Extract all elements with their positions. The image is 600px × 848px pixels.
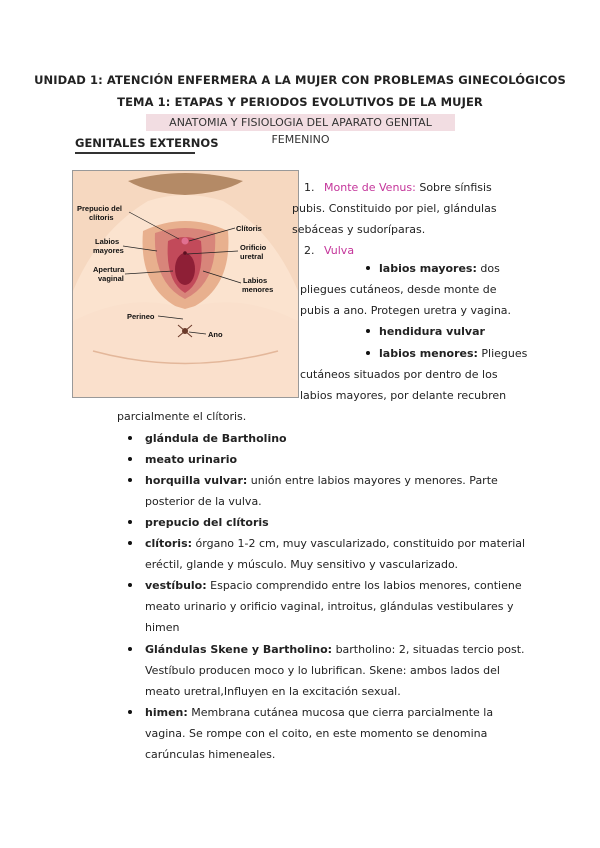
bullet-6-line-1: bartholino: 2, situadas tercio post. [335,643,525,656]
labios-mayores-text: dos [480,262,500,275]
item-1-line-2: pubis. Constituido por piel, glándulas [292,202,497,215]
bullet-dot [128,457,132,461]
label-prepucio-2: clítoris [89,213,114,222]
bullet-5-term: vestíbulo: [145,579,207,592]
bullet-3-term: prepucio del clítoris [145,516,269,529]
bullet-6-term: Glándulas Skene y Bartholino: [145,643,333,656]
bullet-6-line-3: meato uretral,Influyen en la excitación sexual. [145,685,401,698]
bullet-0-term: glándula de Bartholino [145,432,287,445]
label-ano: Ano [208,330,223,339]
hendidura-term: hendidura vulvar [379,325,485,338]
unit-title: UNIDAD 1: ATENCIÓN ENFERMERA A LA MUJER CON PROBLEMAS GINECOLÓGICOS [34,73,566,87]
bullet-dot [128,541,132,545]
bullet-dot [128,647,132,651]
bullet-7-line-1: Membrana cutánea mucosa que cierra parcialmente la [191,706,494,719]
bullet-4-term: clítoris: [145,537,193,550]
bullet-5 [145,575,540,638]
bullet-dot [128,478,132,482]
labios-menores-line-2: cutáneos situados por dentro de los [300,368,498,381]
bullet-5-line-1: Espacio comprendido entre los labios menores, contiene [210,579,522,592]
bullet-2-line-2: posterior de la vulva. [145,495,262,508]
labios-mayores-line-3: pubis a ano. Protegen uretra y vagina. [300,304,512,317]
label-apertura-1: Apertura [93,265,125,274]
bullet-4-line-1: órgano 1-2 cm, muy vascularizado, constituido por material [195,537,526,550]
bullet-4-line-2: eréctil, glande y músculo. Muy sensitivo y vascularizado. [145,558,459,571]
item-1-title: Monte de Venus: [324,181,416,194]
label-prepucio-1: Prepucio del [77,204,123,213]
anatomy-figure [72,170,299,398]
bullet-2-line-1: unión entre labios mayores y menores. Parte [250,474,498,487]
bullet-7-line-3: carúnculas himeneales. [145,748,276,761]
labios-mayores-term: labios mayores: [379,262,477,275]
bullet-dot [128,710,132,714]
labios-menores-term: labios menores: [379,347,478,360]
label-orificio-2: uretral [240,252,264,261]
item-monte-de-venus [292,177,544,261]
item-2-number: 2. [304,244,315,257]
label-perineo: Perineo [127,312,155,321]
bullet-dot [128,583,132,587]
bullet-5-line-2: meato urinario y orificio vaginal, introitus, glándulas vestibulares y [145,600,514,613]
item-1-line-1: Sobre sínfisis [419,181,492,194]
section-heading-underline [75,152,195,154]
bullet-4 [145,533,540,575]
bullet-dot [128,436,132,440]
label-labios-menores-2: menores [242,285,274,294]
bullet-6-line-2: Vestíbulo producen moco y lo lubrifican. Skene: ambos lados del [145,664,500,677]
labios-menores-text: Pliegues [481,347,528,360]
bullet-dot [366,329,370,333]
labios-mayores-line-2: pliegues cutáneos, desde monte de [300,283,497,296]
bullet-1-term: meato urinario [145,453,238,466]
bullet-dot [366,266,370,270]
bullet-dot [366,351,370,355]
bullet-5-line-3: himen [145,621,180,634]
item-1-line-3: sebáceas y sudoríparas. [292,223,426,236]
anatomy-illustration [73,171,298,397]
label-labios-mayores-2: mayores [93,246,124,255]
topic-title: TEMA 1: ETAPAS Y PERIODOS EVOLUTIVOS DE LA MUJER [117,95,483,109]
item-1-number: 1. [304,181,315,194]
label-labios-mayores-1: Labios [95,237,120,246]
bullet-dot [128,520,132,524]
label-orificio-1: Orificio [240,243,267,252]
bullet-2 [145,470,535,512]
bullet-7 [145,702,540,765]
label-apertura-2: vaginal [98,274,124,283]
labios-menores-line-1 [379,343,527,364]
section-heading: GENITALES EXTERNOS [75,136,219,150]
labios-menores-line-3: labios mayores, por delante recubren [300,389,507,402]
section-subtitle: ANATOMIA Y FISIOLOGIA DEL APARATO GENITAL FEMENINO [146,114,455,131]
labios-menores-line-4: parcialmente el clítoris. [117,410,247,423]
bullet-2-term: horquilla vulvar: [145,474,248,487]
bullet-7-line-2: vagina. Se rompe con el coito, en este momento se denomina [145,727,488,740]
bullet-6 [145,639,540,702]
label-labios-menores-1: Labios [243,276,268,285]
bullet-7-term: himen: [145,706,188,719]
label-clitoris: Clítoris [236,224,262,233]
labios-mayores-line-1 [379,258,500,279]
item-2-title: Vulva [324,244,355,257]
